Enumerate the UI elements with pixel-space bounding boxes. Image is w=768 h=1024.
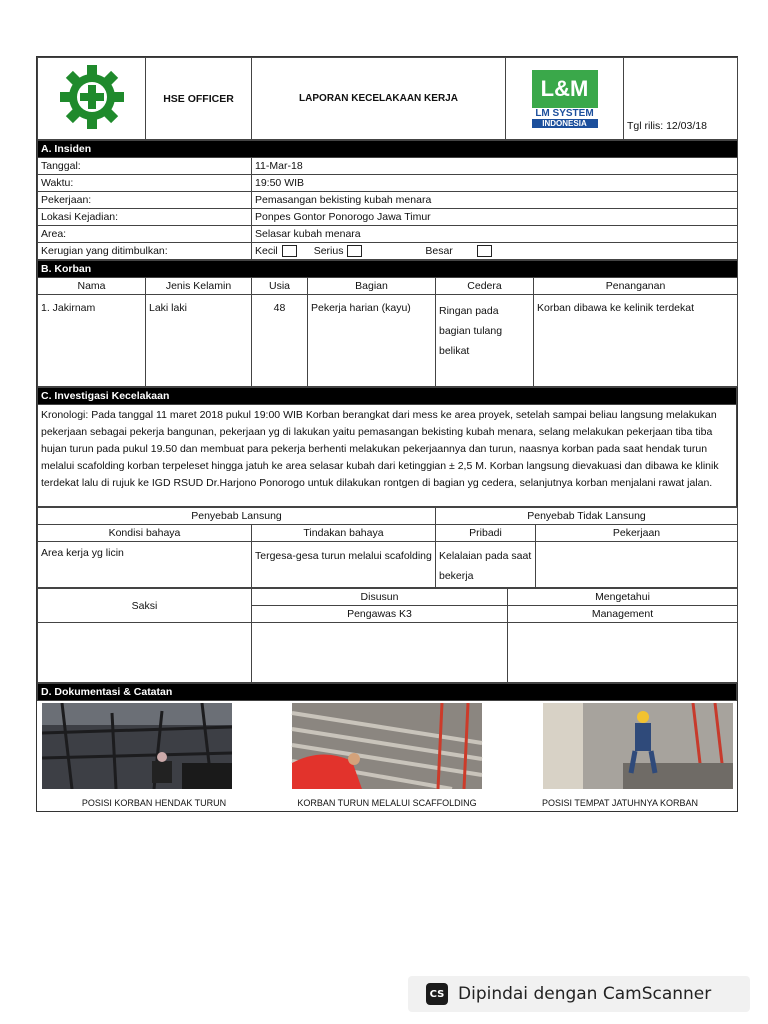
company-gear-logo — [38, 58, 146, 140]
korban-nama: 1. Jakirnam — [38, 295, 146, 387]
korban-jk: Laki laki — [146, 295, 252, 387]
lm-system-logo — [506, 58, 624, 140]
pekerjaan-label: Pekerjaan: — [38, 192, 252, 209]
insiden-section — [37, 140, 738, 260]
insiden-heading: A. Insiden — [38, 141, 738, 158]
besar-checkbox[interactable] — [477, 245, 492, 257]
serius-label: Serius — [313, 245, 344, 257]
management-signature-box — [508, 623, 738, 683]
lokasi-label: Lokasi Kejadian: — [38, 209, 252, 226]
saksi-signature-box — [38, 623, 252, 683]
pekerjaan-header: Pekerjaan — [536, 525, 738, 542]
photo-scaffold-descent — [42, 703, 232, 789]
korban-bagian: Pekerja harian (kayu) — [308, 295, 436, 387]
col-nama: Nama — [38, 278, 146, 295]
dokumentasi-heading: D. Dokumentasi & Catatan — [38, 684, 737, 701]
release-date-text: Tgl rilis: 12/03/18 — [627, 120, 707, 132]
col-jenis-kelamin: Jenis Kelamin — [146, 278, 252, 295]
tanggal-label: Tanggal: — [38, 158, 252, 175]
pribadi-header: Pribadi — [436, 525, 536, 542]
pengawas-label: Pengawas K3 — [252, 606, 508, 623]
report-header — [37, 57, 738, 140]
kerugian-options — [252, 243, 738, 260]
signature-section — [37, 588, 738, 683]
penyebab-langsung-heading: Penyebab Lansung — [38, 508, 436, 525]
area-label: Area: — [38, 226, 252, 243]
disusun-label: Disusun — [252, 589, 508, 606]
waktu-label: Waktu: — [38, 175, 252, 192]
waktu-value: 19:50 WIB — [252, 175, 738, 192]
photo-worker-on-scaffolding — [284, 703, 490, 789]
kondisi-bahaya-value: Area kerja yg licin — [38, 542, 252, 588]
kondisi-bahaya-header: Kondisi bahaya — [38, 525, 252, 542]
korban-cedera: Ringan pada bagian tulang belikat — [436, 295, 534, 387]
tindakan-bahaya-header: Tindakan bahaya — [252, 525, 436, 542]
photo-1-cell — [38, 701, 271, 796]
gear-cross-icon — [55, 64, 129, 130]
photo-fall-location — [543, 703, 733, 789]
kronologi-paragraph — [38, 405, 737, 507]
table-row — [38, 295, 738, 387]
camscanner-text: Dipindai dengan CamScanner — [458, 984, 712, 1004]
photo-3-cell — [504, 701, 737, 796]
mengetahui-label: Mengetahui — [508, 589, 738, 606]
release-date — [624, 58, 738, 140]
col-usia: Usia — [252, 278, 308, 295]
penyebab-section — [37, 507, 738, 588]
lokasi-value: Ponpes Gontor Ponorogo Jawa Timur — [252, 209, 738, 226]
pribadi-value: Kelalaian pada saat bekerja — [436, 542, 536, 588]
korban-usia: 48 — [252, 295, 308, 387]
investigasi-section — [37, 387, 737, 507]
investigasi-heading: C. Investigasi Kecelakaan — [38, 388, 737, 405]
lm-logo-country: INDONESIA — [532, 119, 598, 128]
management-label: Management — [508, 606, 738, 623]
pengawas-signature-box — [252, 623, 508, 683]
kecil-checkbox[interactable] — [282, 245, 297, 257]
pekerjaan-value — [536, 542, 738, 588]
col-penanganan: Penanganan — [534, 278, 738, 295]
besar-label: Besar — [425, 245, 453, 257]
accident-report-form — [36, 56, 738, 812]
photo-2-cell — [271, 701, 504, 796]
area-value: Selasar kubah menara — [252, 226, 738, 243]
tindakan-bahaya-value: Tergesa-gesa turun melalui scafolding — [252, 542, 436, 588]
kecil-label: Kecil — [255, 245, 278, 257]
saksi-label: Saksi — [38, 589, 252, 623]
camscanner-watermark — [408, 976, 750, 1012]
tanggal-value: 11-Mar-18 — [252, 158, 738, 175]
kronologi-label: Kronologi: — [41, 409, 89, 421]
korban-heading: B. Korban — [38, 261, 738, 278]
lm-logo-name: LM SYSTEM — [535, 107, 594, 119]
lm-logo-mark: L&M — [532, 70, 598, 108]
dokumentasi-section — [37, 683, 737, 811]
serius-checkbox[interactable] — [347, 245, 362, 257]
photo-1-caption: POSISI KORBAN HENDAK TURUN — [81, 798, 227, 808]
camscanner-icon: CS — [426, 983, 448, 1005]
penyebab-tidak-langsung-heading: Penyebab Tidak Lansung — [436, 508, 738, 525]
role-label: HSE OFFICER — [146, 58, 252, 140]
col-bagian: Bagian — [308, 278, 436, 295]
pekerjaan-value: Pemasangan bekisting kubah menara — [252, 192, 738, 209]
kronologi-text: Pada tanggal 11 maret 2018 pukul 19:00 WIB Korban berangkat dari mess ke area proyek, setelah sampai beliau langsung melakukan pekerjaan sebagai pekerja bangunan, pekerjaan yg di lakukan yaitu pemasangan bekisting kubah menara, selang melakukan pekerjaan tiba tiba hujan turun pada pukul 19.50 dan membuat para pekerja berhenti melakukan pekerjaannya dan turun, naasnya korban pada saat hendak turun melalui scafolding korban terpeleset hingga jatuh ke area selasar kubah dari ketinggian ± 2,5 M. Korban langsung dievakuasi dan dibawa ke klinik terdekat lalu di rujuk ke IGD RSUD Dr.Harjono Ponorogo untuk dilakukan rontgen di bagian yg cedera, selanjutnya korban menjalani rawat jalan. — [41, 409, 719, 489]
kerugian-label: Kerugian yang ditimbulkan: — [38, 243, 252, 260]
korban-section — [37, 260, 738, 387]
col-cedera: Cedera — [436, 278, 534, 295]
photo-3-caption: POSISI TEMPAT JATUHNYA KORBAN — [541, 798, 699, 808]
photo-2-caption: KORBAN TURUN MELALUI SCAFFOLDING — [297, 798, 477, 808]
korban-penanganan: Korban dibawa ke kelinik terdekat — [534, 295, 738, 387]
report-title: LAPORAN KECELAKAAN KERJA — [252, 58, 506, 140]
